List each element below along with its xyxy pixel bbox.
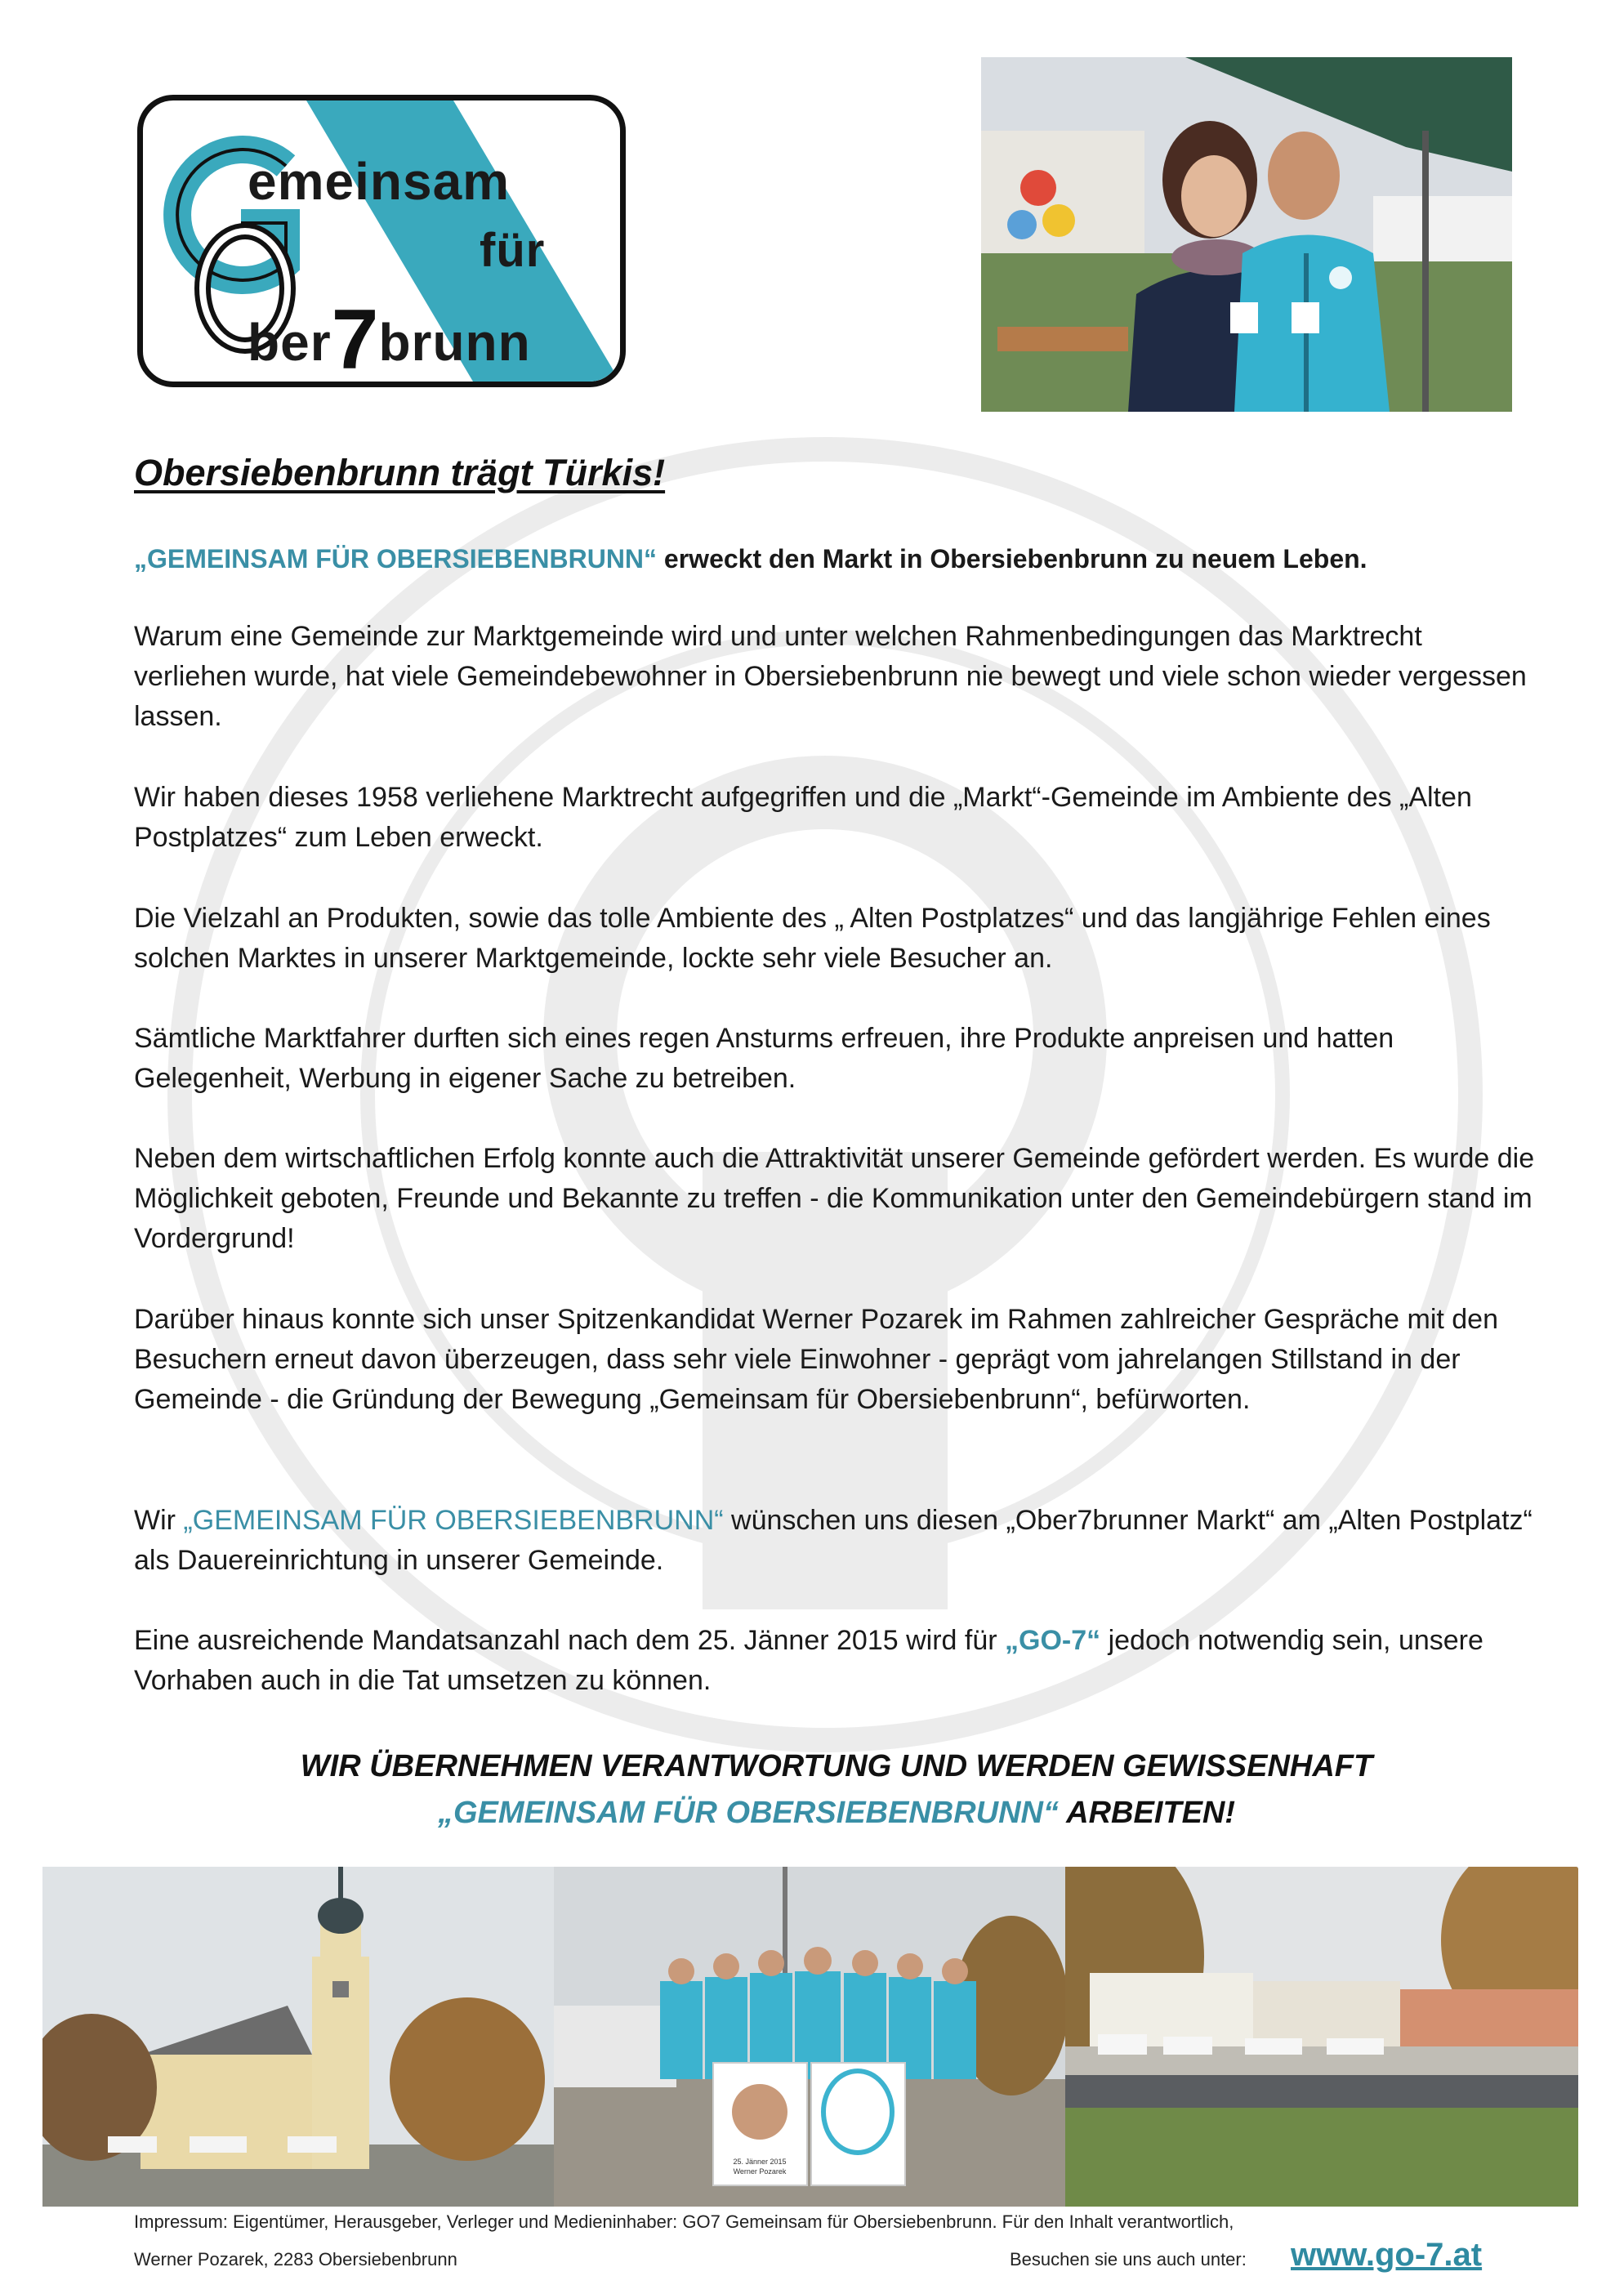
paragraph-dauereinrichtung xyxy=(134,1501,1539,1581)
logo-word-ober: ber xyxy=(248,313,332,372)
paragraph-mandatsanzahl xyxy=(134,1621,1539,1701)
footer-visit-label: Besuchen sie uns auch unter: xyxy=(1010,2249,1247,2269)
photo-team xyxy=(554,1867,1065,2207)
p8-post: jedoch notwendig sein, unsere Vorhaben auch in die Tat umsetzen zu können. xyxy=(134,1625,1483,1696)
paragraph-1958: Wir haben dieses 1958 verliehene Marktrecht aufgegriffen und die „Markt“-Gemeinde im Ambiente des „Alten Postplatzes“ zum Leben erweckt. xyxy=(134,782,1472,853)
paragraph-produkte: Die Vielzahl an Produkten, sowie das tolle Ambiente des „ Alten Postplatzes“ und das langjährige Fehlen eines solchen Marktes in unserer Marktgemeinde, lockte sehr viele Besucher an. xyxy=(134,903,1491,974)
photo-church xyxy=(42,1867,554,2207)
footer-address: Werner Pozarek, 2283 Obersiebenbrunn xyxy=(134,2249,457,2269)
subhead-rest: erweckt den Markt in Obersiebenbrunn zu neuem Leben. xyxy=(657,544,1367,574)
photo-market-square xyxy=(1065,1867,1578,2207)
logo-frame xyxy=(137,95,626,387)
photo-market-couple xyxy=(981,57,1512,412)
closing-highlight: „GEMEINSAM FÜR OBERSIEBENBRUNN“ xyxy=(437,1796,1059,1830)
p7-pre: Wir xyxy=(134,1505,184,1536)
poster-name: Werner Pozarek xyxy=(733,2167,787,2176)
paragraph-erfolg: Neben dem wirtschaftlichen Erfolg konnte auch die Attraktivität unserer Gemeinde gefördert werden. Es wurde die Möglichkeit geboten, Freunde und Bekannte zu treffen - die Kommunikation unter den Gemeindebürgern stand im Vordergrund! xyxy=(134,1143,1535,1254)
headline: Obersiebenbrunn trägt Türkis! xyxy=(134,452,666,493)
logo-word-gemeinsam: emeinsam xyxy=(248,152,511,211)
paragraph-spitzenkandidat: Darüber hinaus konnte sich unser Spitzenkandidat Werner Pozarek im Rahmen zahlreicher Gespräche mit den Besuchern erneut davon überzeugen, dass sehr viele Einwohner - geprägt vom jahrelangen Stillstand in der Gemeinde - die Gründung der Bewegung „Gemeinsam für Obersiebenbrunn“, befürworten. xyxy=(134,1304,1499,1415)
logo-word-brunn: brunn xyxy=(378,313,531,372)
p7-highlight: „GEMEINSAM FÜR OBERSIEBENBRUNN“ xyxy=(183,1505,724,1536)
logo-seven: 7 xyxy=(331,292,379,387)
website-link[interactable]: www.go-7.at xyxy=(1291,2237,1483,2273)
subhead xyxy=(134,544,1539,574)
paragraph-marktrecht: Warum eine Gemeinde zur Marktgemeinde wird und unter welchen Rahmenbedingungen das Marktrecht verliehen wurde, hat viele Gemeindebewohner in Obersiebenbrunn nie bewegt und viele schon wieder vergessen lassen. xyxy=(134,621,1527,732)
logo-word-ober7brunn xyxy=(248,283,531,387)
p8-highlight: „GO-7“ xyxy=(1005,1625,1101,1656)
p7-post: wünschen uns diesen „Ober7brunner Markt“ am „Alten Postplatz“ als Dauereinrichtung in unserer Gemeinde. xyxy=(134,1505,1533,1576)
party-logo xyxy=(137,95,627,387)
footer-impressum: Impressum: Eigentümer, Herausgeber, Verleger und Medieninhaber: GO7 Gemeinsam für Obersiebenbrunn. Für den Inhalt verantwortlich, xyxy=(134,2211,1234,2232)
closing-rest: ARBEITEN! xyxy=(1059,1796,1236,1830)
closing-line-2 xyxy=(134,1790,1539,1837)
closing-line-1: WIR ÜBERNEHMEN VERANTWORTUNG UND WERDEN GEWISSENHAFT xyxy=(300,1749,1373,1783)
closing-statement xyxy=(134,1743,1539,1837)
subhead-highlight: „GEMEINSAM FÜR OBERSIEBENBRUNN“ xyxy=(134,544,658,574)
paragraph-marktfahrer: Sämtliche Marktfahrer durften sich eines regen Ansturms erfreuen, ihre Produkte anpreisen und hatten Gelegenheit, Werbung in eigener Sache zu betreiben. xyxy=(134,1023,1394,1094)
poster-date: 25. Jänner 2015 xyxy=(733,2158,787,2166)
logo-word-fuer: für xyxy=(480,224,546,277)
p8-pre: Eine ausreichende Mandatsanzahl nach dem 25. Jänner 2015 wird für xyxy=(134,1625,1006,1656)
